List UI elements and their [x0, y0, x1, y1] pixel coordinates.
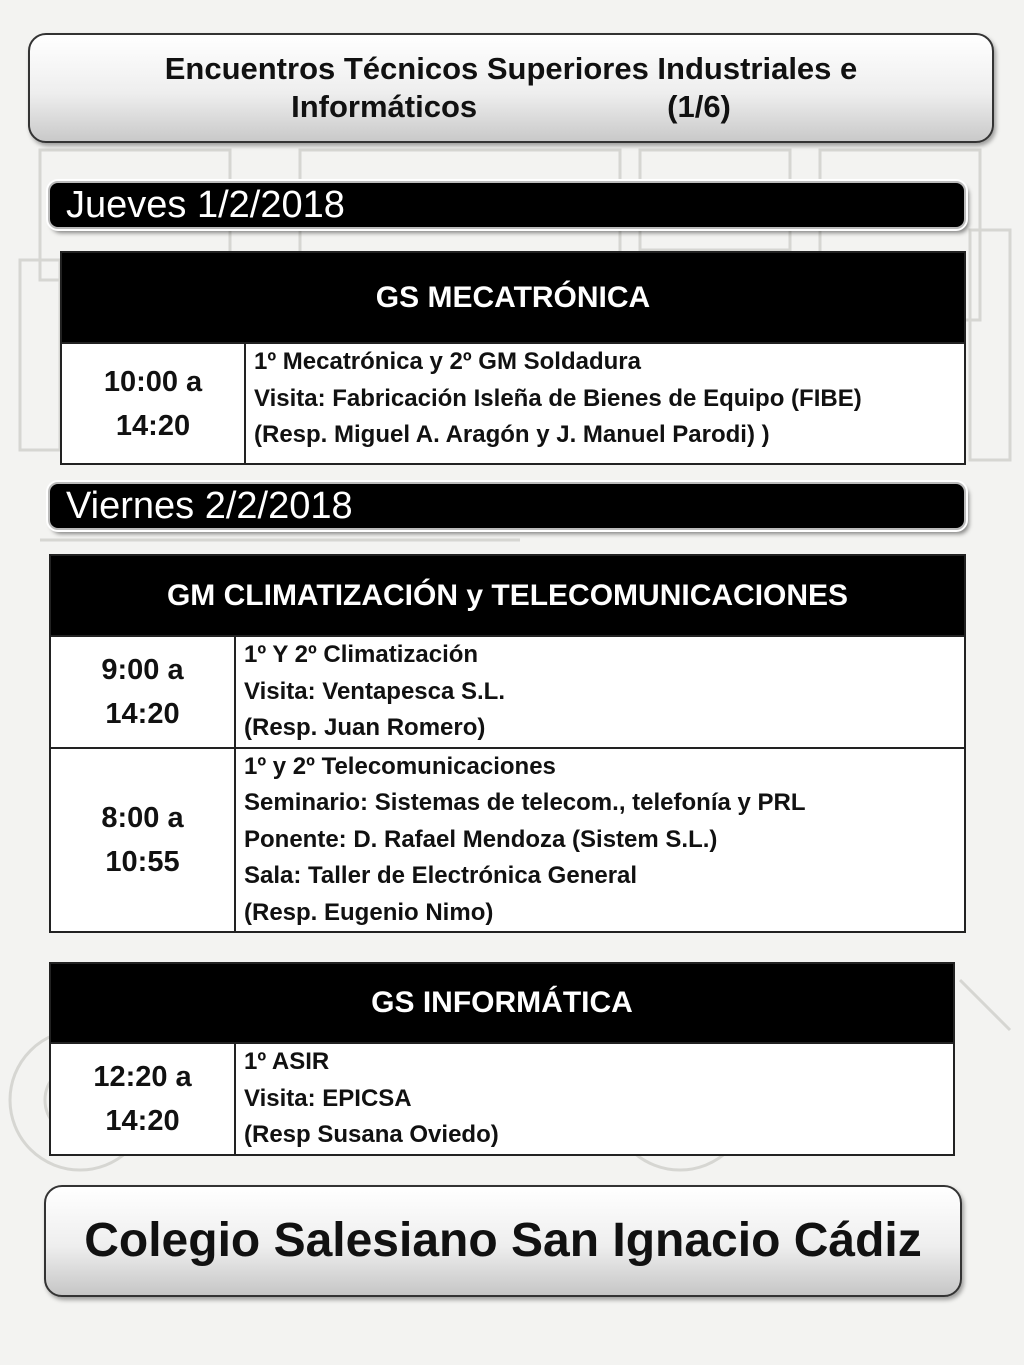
schedule-table-climatizacion-telecom [49, 554, 966, 933]
table-title: GS INFORMÁTICA [50, 963, 954, 1043]
description-cell: 1º y 2º Telecomunicaciones Seminario: Sistemas de telecom., telefonía y PRL Ponente: D. Rafael Mendoza (Sistem S.L.) Sala: Taller de Electrónica General (Resp. Eugenio Nimo) [235, 748, 965, 933]
day-bar-friday: Viernes 2/2/2018 [48, 482, 966, 530]
schedule-table-informatica [49, 962, 955, 1156]
description-cell: 1º Mecatrónica y 2º GM Soldadura Visita: Fabricación Isleña de Bienes de Equipo (FIBE) (Resp. Miguel A. Aragón y J. Manuel Parodi) ) [245, 343, 965, 464]
table-title: GM CLIMATIZACIÓN y TELECOMUNICACIONES [50, 555, 965, 636]
description-cell: 1º Y 2º Climatización Visita: Ventapesca S.L. (Resp. Juan Romero) [235, 636, 965, 748]
header-title-line2: Informáticos [291, 89, 478, 124]
time-cell: 10:00 a 14:20 [61, 343, 245, 464]
school-name: Colegio Salesiano San Ignacio Cádiz [84, 1214, 922, 1267]
page-indicator: (1/6) [667, 89, 731, 124]
header-banner [28, 33, 994, 143]
table-title: GS MECATRÓNICA [61, 252, 965, 343]
schedule-table-mecatronica [60, 251, 966, 465]
time-cell: 9:00 a 14:20 [50, 636, 235, 748]
footer-banner [44, 1185, 962, 1297]
header-title-line1: Encuentros Técnicos Superiores Industriales e [164, 51, 858, 86]
description-cell: 1º ASIR Visita: EPICSA (Resp Susana Oviedo) [235, 1043, 954, 1155]
time-cell: 12:20 a 14:20 [50, 1043, 235, 1155]
day-bar-thursday: Jueves 1/2/2018 [48, 181, 966, 229]
time-cell: 8:00 a 10:55 [50, 748, 235, 933]
